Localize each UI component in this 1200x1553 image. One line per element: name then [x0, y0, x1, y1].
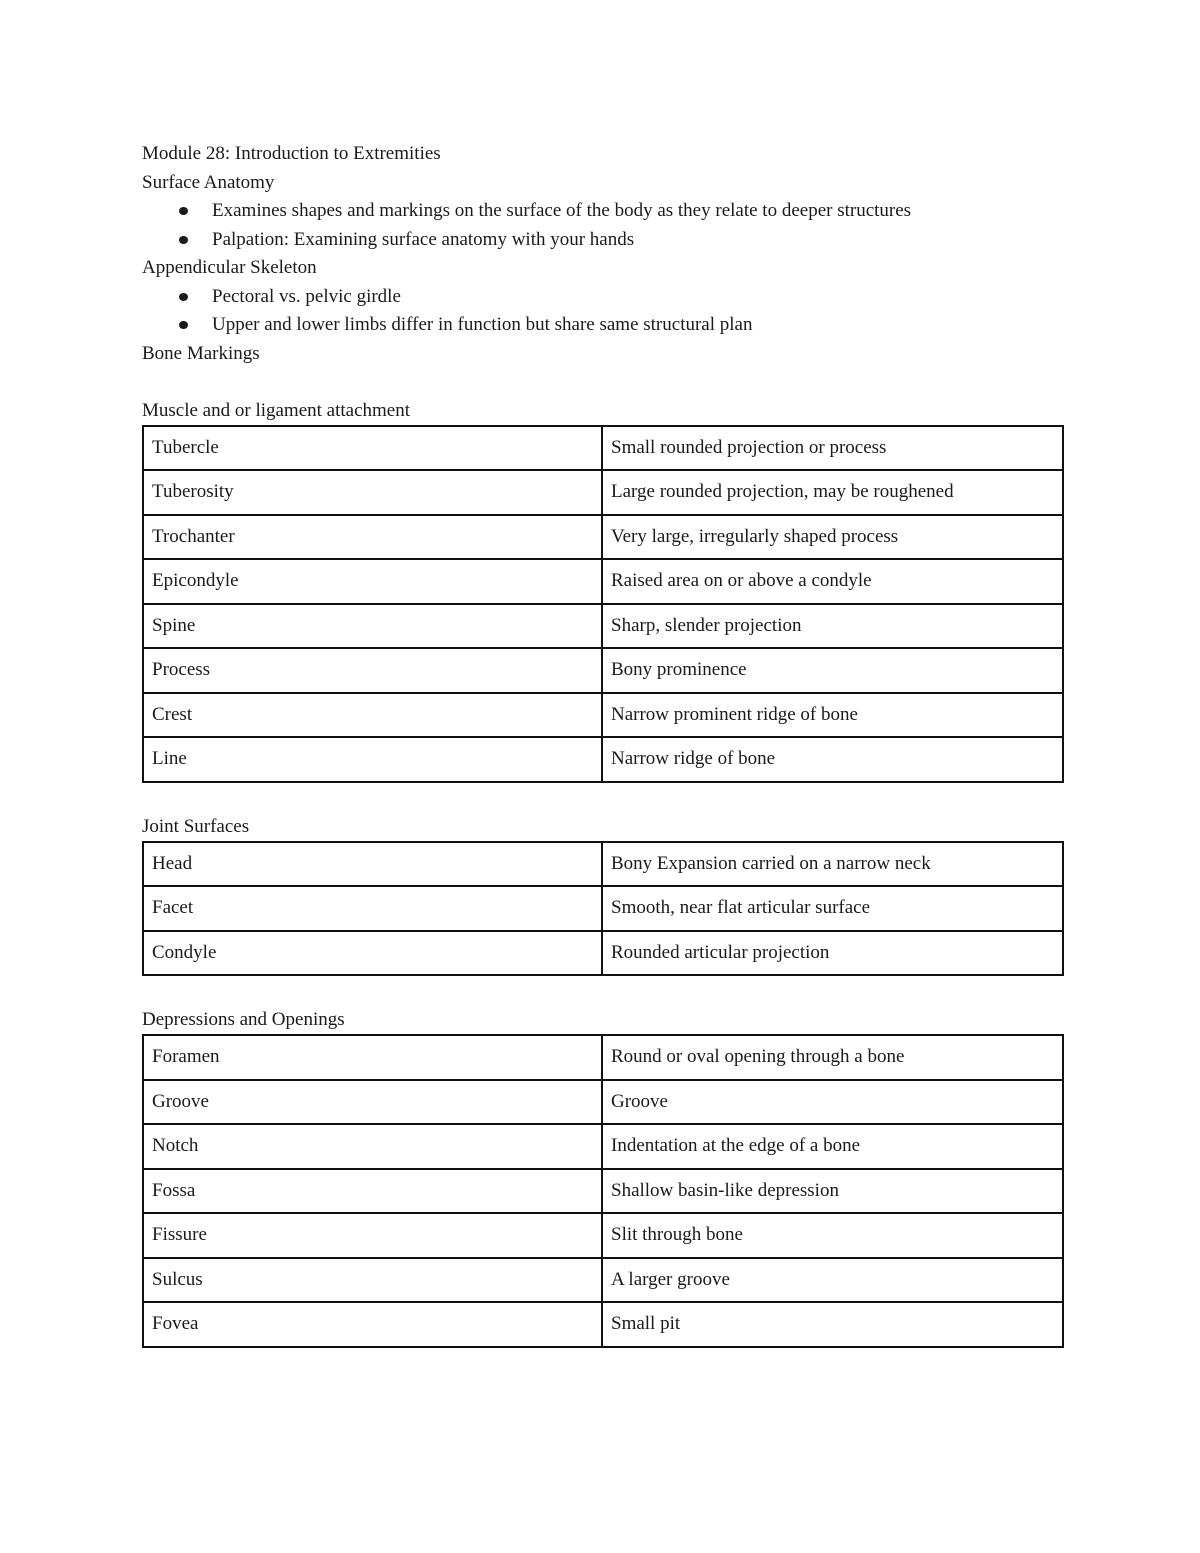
term-cell: Crest	[143, 693, 602, 738]
definition-cell: A larger groove	[602, 1258, 1063, 1303]
appendicular-skeleton-list	[142, 283, 1062, 340]
table-row	[143, 426, 1063, 471]
list-item	[142, 197, 1062, 226]
table-row	[143, 1302, 1063, 1347]
bone-markings-heading: Bone Markings	[142, 342, 260, 364]
depressions-openings-table	[142, 1034, 1064, 1348]
table-row	[143, 693, 1063, 738]
table-row	[143, 515, 1063, 560]
definition-cell: Slit through bone	[602, 1213, 1063, 1258]
term-cell: Trochanter	[143, 515, 602, 560]
definition-cell: Sharp, slender projection	[602, 604, 1063, 649]
definition-cell: Small rounded projection or process	[602, 426, 1063, 471]
definition-cell: Bony Expansion carried on a narrow neck	[602, 842, 1063, 887]
surface-anatomy-list	[142, 197, 1062, 254]
definition-cell: Raised area on or above a condyle	[602, 559, 1063, 604]
blank-line	[142, 783, 1062, 813]
list-item	[142, 283, 1062, 312]
definition-cell: Shallow basin-like depression	[602, 1169, 1063, 1214]
term-cell: Fossa	[143, 1169, 602, 1214]
list-item	[142, 311, 1062, 340]
definition-cell: Groove	[602, 1080, 1063, 1125]
term-cell: Tuberosity	[143, 470, 602, 515]
document-title: Module 28: Introduction to Extremities	[142, 143, 441, 164]
bullet-icon	[179, 321, 188, 329]
joint-surfaces-label: Joint Surfaces	[142, 815, 250, 837]
term-cell: Condyle	[143, 931, 602, 976]
term-cell: Epicondyle	[143, 559, 602, 604]
definition-cell: Round or oval opening through a bone	[602, 1035, 1063, 1080]
list-item-text: Upper and lower limbs differ in function but share same structural plan	[212, 314, 753, 335]
depressions-openings-label: Depressions and Openings	[142, 1009, 345, 1030]
definition-cell: Narrow ridge of bone	[602, 737, 1063, 782]
term-cell: Tubercle	[143, 426, 602, 471]
appendicular-skeleton-heading: Appendicular Skeleton	[142, 257, 317, 278]
bullet-icon	[179, 293, 188, 301]
table-row	[143, 1080, 1063, 1125]
list-item-text: Examines shapes and markings on the surface of the body as they relate to deeper structures	[212, 200, 912, 221]
table-row	[143, 470, 1063, 515]
definition-cell: Indentation at the edge of a bone	[602, 1124, 1063, 1169]
term-cell: Foramen	[143, 1035, 602, 1080]
table-row	[143, 1169, 1063, 1214]
list-item	[142, 226, 1062, 255]
document-page	[142, 140, 1062, 1348]
surface-anatomy-heading: Surface Anatomy	[142, 171, 275, 193]
list-item-text: Palpation: Examining surface anatomy with your hands	[212, 228, 635, 250]
bullet-icon	[179, 236, 188, 244]
list-item-text: Pectoral vs. pelvic girdle	[212, 285, 401, 307]
term-cell: Facet	[143, 886, 602, 931]
muscle-attachment-table	[142, 425, 1064, 783]
joint-surfaces-table	[142, 841, 1064, 977]
table-row	[143, 1258, 1063, 1303]
table-row	[143, 1124, 1063, 1169]
blank-line	[142, 368, 1062, 397]
definition-cell: Large rounded projection, may be roughened	[602, 470, 1063, 515]
term-cell: Head	[143, 842, 602, 887]
definition-cell: Bony prominence	[602, 648, 1063, 693]
term-cell: Fissure	[143, 1213, 602, 1258]
term-cell: Line	[143, 737, 602, 782]
definition-cell: Smooth, near flat articular surface	[602, 886, 1063, 931]
table-row	[143, 604, 1063, 649]
table-row	[143, 886, 1063, 931]
definition-cell: Small pit	[602, 1302, 1063, 1347]
term-cell: Process	[143, 648, 602, 693]
definition-cell: Narrow prominent ridge of bone	[602, 693, 1063, 738]
muscle-attachment-label: Muscle and or ligament attachment	[142, 399, 411, 421]
table-row	[143, 1213, 1063, 1258]
blank-line	[142, 976, 1062, 1006]
term-cell: Notch	[143, 1124, 602, 1169]
definition-cell: Rounded articular projection	[602, 931, 1063, 976]
table-row	[143, 931, 1063, 976]
term-cell: Fovea	[143, 1302, 602, 1347]
definition-cell: Very large, irregularly shaped process	[602, 515, 1063, 560]
term-cell: Groove	[143, 1080, 602, 1125]
table-row	[143, 737, 1063, 782]
term-cell: Spine	[143, 604, 602, 649]
table-row	[143, 559, 1063, 604]
table-row	[143, 842, 1063, 887]
term-cell: Sulcus	[143, 1258, 602, 1303]
bullet-icon	[179, 207, 188, 215]
table-row	[143, 648, 1063, 693]
table-row	[143, 1035, 1063, 1080]
